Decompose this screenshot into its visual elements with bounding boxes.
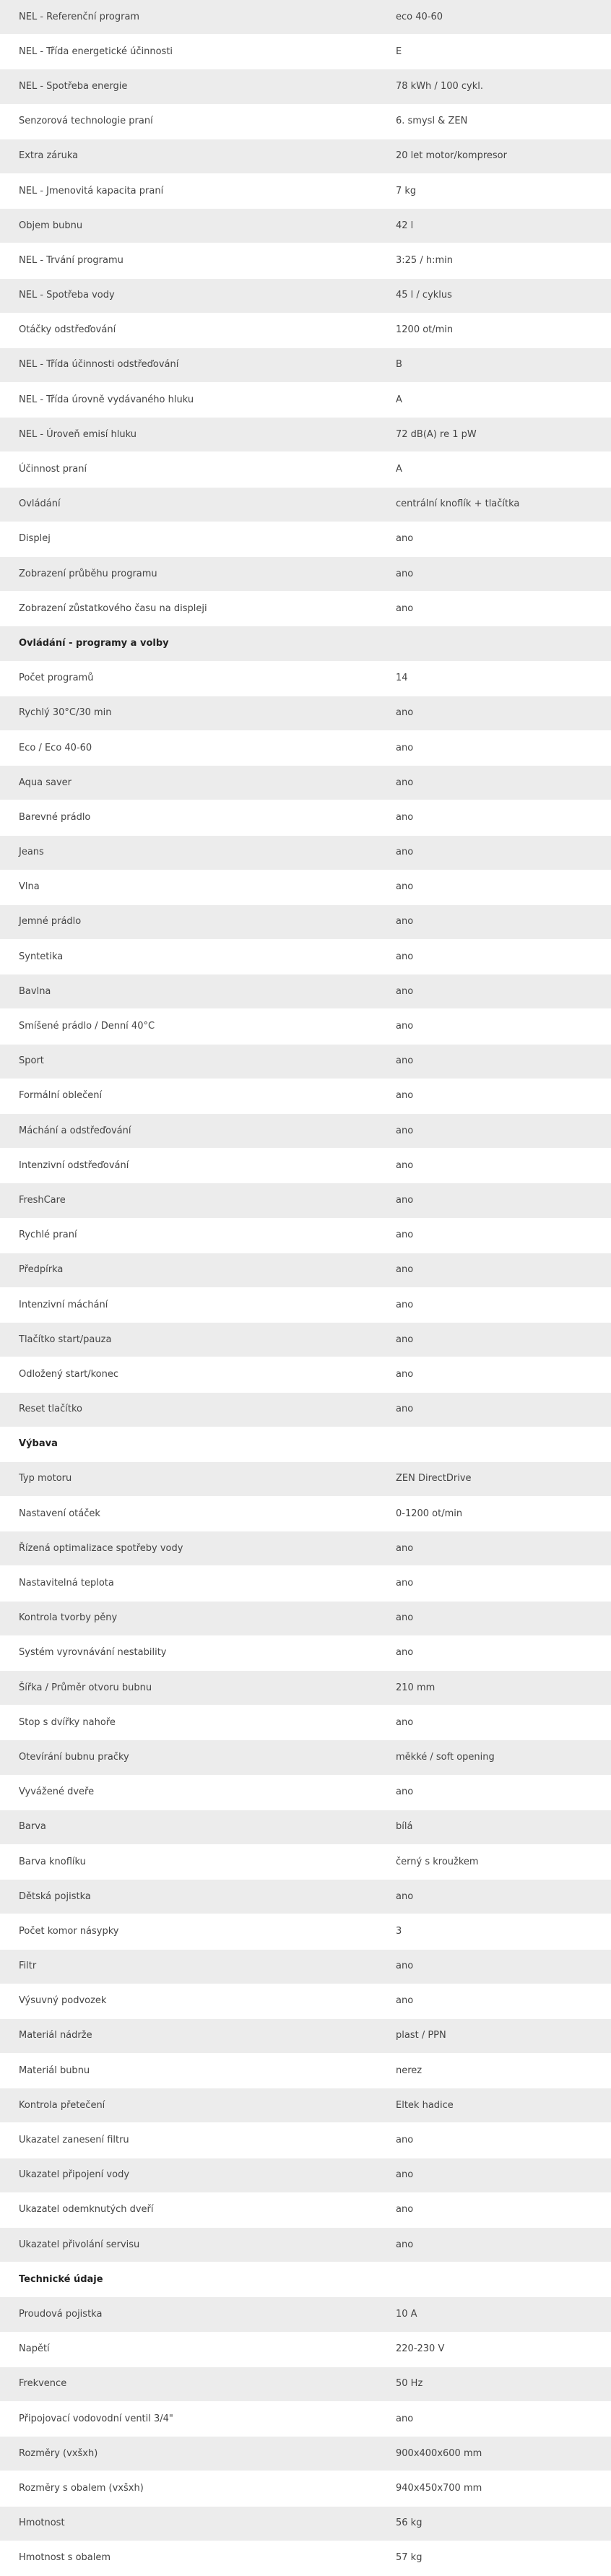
spec-value (377, 626, 611, 661)
spec-label: Stop s dvířky nahoře (0, 1706, 377, 1740)
spec-row (0, 1914, 611, 1949)
section-title: Technické údaje (0, 2262, 377, 2297)
spec-row (0, 1635, 611, 1670)
spec-row (0, 1009, 611, 1044)
spec-row (0, 1149, 611, 1183)
spec-row (0, 974, 611, 1009)
spec-value: ano (377, 1392, 611, 1427)
spec-row (0, 2437, 611, 2471)
spec-value: bílá (377, 1810, 611, 1844)
spec-value: 940x450x700 mm (377, 2471, 611, 2506)
spec-label: Účinnost praní (0, 452, 377, 487)
spec-label: Smíšené prádlo / Denní 40°C (0, 1009, 377, 1044)
spec-row (0, 1740, 611, 1775)
spec-label: Materiál bubnu (0, 2054, 377, 2088)
spec-value: 78 kWh / 100 cykl. (377, 69, 611, 104)
spec-value: měkké / soft opening (377, 1740, 611, 1775)
spec-value: nerez (377, 2054, 611, 2088)
spec-value: ano (377, 2401, 611, 2436)
spec-value: E (377, 35, 611, 69)
spec-value: 900x400x600 mm (377, 2437, 611, 2471)
spec-value: ano (377, 1984, 611, 2018)
spec-row (0, 0, 611, 35)
spec-row (0, 2332, 611, 2367)
spec-row (0, 1357, 611, 1392)
spec-row (0, 1775, 611, 1810)
spec-row (0, 1810, 611, 1844)
spec-row (0, 418, 611, 452)
spec-row (0, 2297, 611, 2332)
spec-value: 20 let motor/kompresor (377, 139, 611, 173)
spec-label: NEL - Spotřeba vody (0, 278, 377, 313)
spec-row (0, 1844, 611, 1879)
spec-value: 72 dB(A) re 1 pW (377, 418, 611, 452)
spec-value: 45 l / cyklus (377, 278, 611, 313)
section-header-row (0, 1427, 611, 1461)
spec-row (0, 1984, 611, 2018)
spec-value: B (377, 347, 611, 382)
section-title: Výbava (0, 1427, 377, 1461)
spec-label: Extra záruka (0, 139, 377, 173)
spec-row (0, 2541, 611, 2575)
spec-label: Rychlý 30°C/30 min (0, 696, 377, 730)
spec-label: Počet programů (0, 661, 377, 696)
spec-label: Barva (0, 1810, 377, 1844)
spec-label: Předpírka (0, 1253, 377, 1287)
spec-row (0, 766, 611, 800)
spec-row (0, 1287, 611, 1322)
spec-value: ano (377, 1044, 611, 1079)
spec-row (0, 173, 611, 208)
spec-value (377, 2262, 611, 2297)
spec-value: ano (377, 1775, 611, 1810)
spec-label: Vyvážené dveře (0, 1775, 377, 1810)
spec-value: ano (377, 1323, 611, 1357)
spec-label: Syntetika (0, 940, 377, 974)
spec-value: 6. smysl & ZEN (377, 104, 611, 139)
section-title: Ovládání - programy a volby (0, 626, 377, 661)
spec-value: ano (377, 1183, 611, 1218)
spec-label: Displej (0, 522, 377, 556)
spec-label: Vlna (0, 870, 377, 904)
spec-label: Proudová pojistka (0, 2297, 377, 2332)
spec-row (0, 487, 611, 522)
spec-row (0, 1601, 611, 1635)
spec-row (0, 69, 611, 104)
spec-value: ano (377, 1566, 611, 1601)
spec-label: NEL - Úroveň emisí hluku (0, 418, 377, 452)
spec-value: 42 l (377, 209, 611, 243)
spec-label: Otáčky odstřeďování (0, 313, 377, 347)
spec-value: ano (377, 2228, 611, 2262)
spec-row (0, 2018, 611, 2053)
spec-label: Hmotnost (0, 2506, 377, 2541)
spec-row (0, 2088, 611, 2123)
spec-row (0, 1392, 611, 1427)
spec-label: Zobrazení průběhu programu (0, 557, 377, 592)
spec-value: 56 kg (377, 2506, 611, 2541)
spec-label: Filtr (0, 1949, 377, 1984)
spec-label: Barevné prádlo (0, 800, 377, 835)
spec-label: Kontrola přetečení (0, 2088, 377, 2123)
spec-label: Řízená optimalizace spotřeby vody (0, 1531, 377, 1566)
spec-value: ano (377, 904, 611, 939)
spec-value: ano (377, 1009, 611, 1044)
spec-value: ano (377, 870, 611, 904)
spec-row (0, 1566, 611, 1601)
spec-label: Napětí (0, 2332, 377, 2367)
spec-row (0, 730, 611, 765)
section-header-row (0, 626, 611, 661)
spec-value: 210 mm (377, 1671, 611, 1706)
spec-value: ano (377, 1079, 611, 1113)
section-header-row (0, 2262, 611, 2297)
spec-label: Výsuvný podvozek (0, 1984, 377, 2018)
spec-row (0, 2123, 611, 2158)
spec-row (0, 139, 611, 173)
spec-label: Rozměry s obalem (vxšxh) (0, 2471, 377, 2506)
spec-value: ano (377, 730, 611, 765)
spec-label: NEL - Třída účinnosti odstřeďování (0, 347, 377, 382)
spec-row (0, 1323, 611, 1357)
spec-value: 0-1200 ot/min (377, 1497, 611, 1531)
spec-value (377, 1427, 611, 1461)
spec-row (0, 696, 611, 730)
spec-value: ano (377, 557, 611, 592)
spec-value: ano (377, 974, 611, 1009)
spec-value: 3 (377, 1914, 611, 1949)
spec-value: ano (377, 1531, 611, 1566)
spec-value: ano (377, 2158, 611, 2192)
spec-value: eco 40-60 (377, 0, 611, 35)
spec-row (0, 2506, 611, 2541)
spec-row (0, 1114, 611, 1149)
spec-row (0, 2401, 611, 2436)
spec-row (0, 1497, 611, 1531)
spec-row (0, 1461, 611, 1496)
spec-row (0, 557, 611, 592)
spec-label: Ukazatel připojení vody (0, 2158, 377, 2192)
spec-row (0, 2228, 611, 2262)
spec-value: ano (377, 1114, 611, 1149)
spec-label: Nastavení otáček (0, 1497, 377, 1531)
spec-value: ano (377, 1218, 611, 1253)
spec-value: 57 kg (377, 2541, 611, 2575)
spec-value: plast / PPN (377, 2018, 611, 2053)
spec-label: Odložený start/konec (0, 1357, 377, 1392)
spec-row (0, 1949, 611, 1984)
spec-label: Rychlé praní (0, 1218, 377, 1253)
spec-row (0, 2367, 611, 2401)
spec-label: Intenzivní máchání (0, 1287, 377, 1322)
spec-label: Ukazatel přivolání servisu (0, 2228, 377, 2262)
spec-row (0, 940, 611, 974)
spec-row (0, 1706, 611, 1740)
spec-row (0, 2158, 611, 2192)
spec-label: Bavlna (0, 974, 377, 1009)
spec-row (0, 1671, 611, 1706)
spec-row (0, 313, 611, 347)
spec-label: Otevírání bubnu pračky (0, 1740, 377, 1775)
spec-value: ano (377, 2192, 611, 2227)
spec-row (0, 209, 611, 243)
spec-label: Nastavitelná teplota (0, 1566, 377, 1601)
spec-value: ano (377, 1949, 611, 1984)
spec-label: Materiál nádrže (0, 2018, 377, 2053)
spec-value: ano (377, 592, 611, 626)
spec-label: NEL - Trvání programu (0, 243, 377, 278)
spec-label: Jemné prádlo (0, 904, 377, 939)
spec-row (0, 35, 611, 69)
spec-row (0, 1880, 611, 1914)
spec-row (0, 800, 611, 835)
spec-row (0, 347, 611, 382)
spec-label: Šířka / Průměr otvoru bubnu (0, 1671, 377, 1706)
spec-value: ano (377, 1635, 611, 1670)
spec-value: 10 A (377, 2297, 611, 2332)
spec-row (0, 1531, 611, 1566)
spec-label: Jeans (0, 835, 377, 870)
spec-value: 220-230 V (377, 2332, 611, 2367)
spec-label: Senzorová technologie praní (0, 104, 377, 139)
spec-value: centrální knoflík + tlačítka (377, 487, 611, 522)
spec-value: 14 (377, 661, 611, 696)
spec-value: ano (377, 522, 611, 556)
spec-value: ano (377, 766, 611, 800)
spec-value: černý s kroužkem (377, 1844, 611, 1879)
spec-label: NEL - Jmenovitá kapacita praní (0, 173, 377, 208)
spec-label: Máchání a odstřeďování (0, 1114, 377, 1149)
spec-value: 7 kg (377, 173, 611, 208)
spec-label: NEL - Referenční program (0, 0, 377, 35)
spec-row (0, 1183, 611, 1218)
spec-label: Intenzivní odstřeďování (0, 1149, 377, 1183)
spec-label: Objem bubnu (0, 209, 377, 243)
spec-value: A (377, 452, 611, 487)
spec-value: ZEN DirectDrive (377, 1461, 611, 1496)
spec-label: Ovládání (0, 487, 377, 522)
spec-row (0, 243, 611, 278)
spec-row (0, 522, 611, 556)
spec-row (0, 1218, 611, 1253)
spec-label: Frekvence (0, 2367, 377, 2401)
spec-label: NEL - Spotřeba energie (0, 69, 377, 104)
spec-label: Systém vyrovnávání nestability (0, 1635, 377, 1670)
spec-label: Aqua saver (0, 766, 377, 800)
spec-value: ano (377, 800, 611, 835)
spec-value: ano (377, 2123, 611, 2158)
spec-row (0, 2192, 611, 2227)
spec-row (0, 870, 611, 904)
spec-value: ano (377, 940, 611, 974)
spec-row (0, 904, 611, 939)
spec-value: ano (377, 835, 611, 870)
spec-label: Rozměry (vxšxh) (0, 2437, 377, 2471)
spec-value: ano (377, 1357, 611, 1392)
spec-label: Dětská pojistka (0, 1880, 377, 1914)
spec-value: ano (377, 1880, 611, 1914)
spec-label: Hmotnost s obalem (0, 2541, 377, 2575)
spec-row (0, 1253, 611, 1287)
spec-row (0, 1079, 611, 1113)
spec-value: ano (377, 1287, 611, 1322)
spec-row (0, 1044, 611, 1079)
spec-row (0, 2054, 611, 2088)
spec-value: 50 Hz (377, 2367, 611, 2401)
spec-label: Formální oblečení (0, 1079, 377, 1113)
spec-value: 3:25 / h:min (377, 243, 611, 278)
spec-label: FreshCare (0, 1183, 377, 1218)
spec-row (0, 104, 611, 139)
spec-label: Typ motoru (0, 1461, 377, 1496)
spec-value: Eltek hadice (377, 2088, 611, 2123)
spec-row (0, 592, 611, 626)
spec-row (0, 2471, 611, 2506)
spec-row (0, 661, 611, 696)
spec-label: Zobrazení zůstatkového času na displeji (0, 592, 377, 626)
spec-value: ano (377, 1149, 611, 1183)
spec-row (0, 835, 611, 870)
spec-value: 1200 ot/min (377, 313, 611, 347)
spec-label: Sport (0, 1044, 377, 1079)
spec-label: Kontrola tvorby pěny (0, 1601, 377, 1635)
spec-value: ano (377, 696, 611, 730)
spec-label: Připojovací vodovodní ventil 3/4" (0, 2401, 377, 2436)
spec-row (0, 452, 611, 487)
spec-label: Ukazatel odemknutých dveří (0, 2192, 377, 2227)
spec-value: ano (377, 1706, 611, 1740)
spec-label: NEL - Třída úrovně vydávaného hluku (0, 383, 377, 418)
spec-value: A (377, 383, 611, 418)
spec-row (0, 383, 611, 418)
spec-label: Počet komor násypky (0, 1914, 377, 1949)
spec-label: Reset tlačítko (0, 1392, 377, 1427)
spec-row (0, 278, 611, 313)
spec-label: Ukazatel zanesení filtru (0, 2123, 377, 2158)
spec-label: NEL - Třída energetické účinnosti (0, 35, 377, 69)
spec-value: ano (377, 1253, 611, 1287)
spec-label: Eco / Eco 40-60 (0, 730, 377, 765)
spec-label: Tlačítko start/pauza (0, 1323, 377, 1357)
spec-value: ano (377, 1601, 611, 1635)
spec-label: Barva knoflíku (0, 1844, 377, 1879)
